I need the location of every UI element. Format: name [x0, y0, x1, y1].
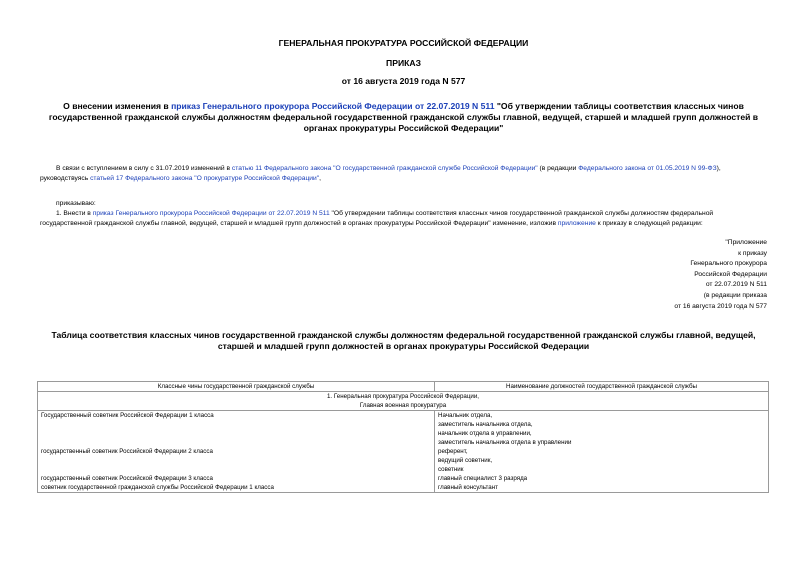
doc-date-number: от 16 августа 2019 года N 577 [341, 76, 466, 86]
column-header: Классные чины государственной гражданской службы [38, 382, 435, 392]
positions-cell: Начальник отдела, заместитель начальника отдела, начальник отдела в управлении, заместитель начальника отдела в управлении [435, 411, 769, 448]
table-title-line-1: Таблица соответствия классных чинов государственной гражданской службы должностям федеральной государственной гражданской службы главной, ведущей, [51, 330, 756, 340]
table-title [0, 330, 807, 352]
order-line-2: государственной гражданской службы главной, ведущей, старшей и младшей групп должностей в органах прокуратуры Российской Федерации" изменение, изложив приложение к приказу в следующей редакции: [40, 220, 703, 227]
appendix-block [674, 238, 767, 312]
appendix-line: Генерального прокурора [690, 260, 767, 268]
article-17-link[interactable]: статьей 17 Федерального закона "О прокуратуре Российской Федерации" [90, 175, 320, 182]
table-section-row [38, 392, 769, 411]
table-row [38, 411, 769, 448]
appendix-line: от 22.07.2019 N 511 [705, 281, 767, 289]
table-row [38, 474, 769, 483]
table-header-row [38, 382, 769, 392]
doc-title [0, 101, 807, 134]
column-header: Наименование должностей государственной гражданской службы [435, 382, 769, 392]
appendix-line: (в редакции приказа [703, 291, 767, 299]
positions-cell: главный специалист 3 разряда [435, 474, 769, 483]
positions-cell: главный консультант [435, 483, 769, 493]
appendix-line: "Приложение [725, 239, 767, 246]
table-row [38, 483, 769, 493]
rank-cell: Государственный советник Российской Федерации 1 класса [38, 411, 435, 448]
appendix-line: Российской Федерации [694, 270, 767, 278]
preamble-line-1: В связи с вступлением в силу с 31.07.2019 изменений в статью 11 Федерального закона "О государственной гражданской службе Российской Федерации" (в редакции Федерального закона от 01.05.2019 N 99-ФЗ), [56, 165, 721, 172]
positions-cell: референт, ведущий советник, советник [435, 447, 769, 474]
doc-title-line-1: О внесении изменения в приказ Генерального прокурора Российской Федерации от 22.07.2019 N 511 "Об утверждении таблицы соответствия классных чинов [63, 101, 744, 111]
preamble-line-2: руководствуясь статьей 17 Федерального закона "О прокуратуре Российской Федерации", [40, 175, 321, 182]
doc-title-line-3: органах прокуратуры Российской Федерации" [303, 123, 504, 133]
table-row [38, 447, 769, 474]
org-heading: ГЕНЕРАЛЬНАЯ ПРОКУРАТУРА РОССИЙСКОЙ ФЕДЕРАЦИИ [278, 38, 529, 48]
rank-cell: государственный советник Российской Федерации 3 класса [38, 474, 435, 483]
rank-cell: государственный советник Российской Федерации 2 класса [38, 447, 435, 474]
order-line-1: 1. Внести в приказ Генерального прокурора Российской Федерации от 22.07.2019 N 511 "Об утверждении таблицы соответствия классных чинов государственной гражданской службы должностям федеральной [56, 210, 714, 217]
order-511-link-2[interactable]: приказ Генерального прокурора Российской Федерации от 22.07.2019 N 511 [92, 210, 330, 217]
table-title-line-2: старшей и младшей групп должностей в органах прокуратуры Российской Федерации [217, 341, 590, 351]
appendix-line: к приказу [738, 249, 767, 257]
prikazyvayu: приказываю: [56, 200, 96, 207]
order-text [40, 199, 713, 229]
preamble [40, 164, 721, 184]
rank-cell: советник государственной гражданской службы Российской Федерации 1 класса [38, 483, 435, 493]
section-heading: 1. Генеральная прокуратура Российской Федерации, Главная военная прокуратура [38, 392, 769, 411]
article-11-link[interactable]: статью 11 Федерального закона "О государственной гражданской службе Российской Федерации" [231, 165, 538, 172]
appendix-link[interactable]: приложение [557, 220, 596, 227]
order-511-link[interactable]: приказ Генерального прокурора Российской Федерации от 22.07.2019 N 511 [171, 101, 495, 111]
doc-type: ПРИКАЗ [386, 58, 421, 68]
appendix-line: от 16 августа 2019 года N 577 [674, 302, 767, 310]
federal-law-99-link[interactable]: Федерального закона от 01.05.2019 N 99-ФЗ [578, 165, 717, 172]
ranks-table [37, 381, 769, 493]
doc-title-line-2: государственной гражданской службы должностям федеральной государственной гражданской службы главной, ведущей, старшей и младшей групп должностей в [48, 112, 759, 122]
